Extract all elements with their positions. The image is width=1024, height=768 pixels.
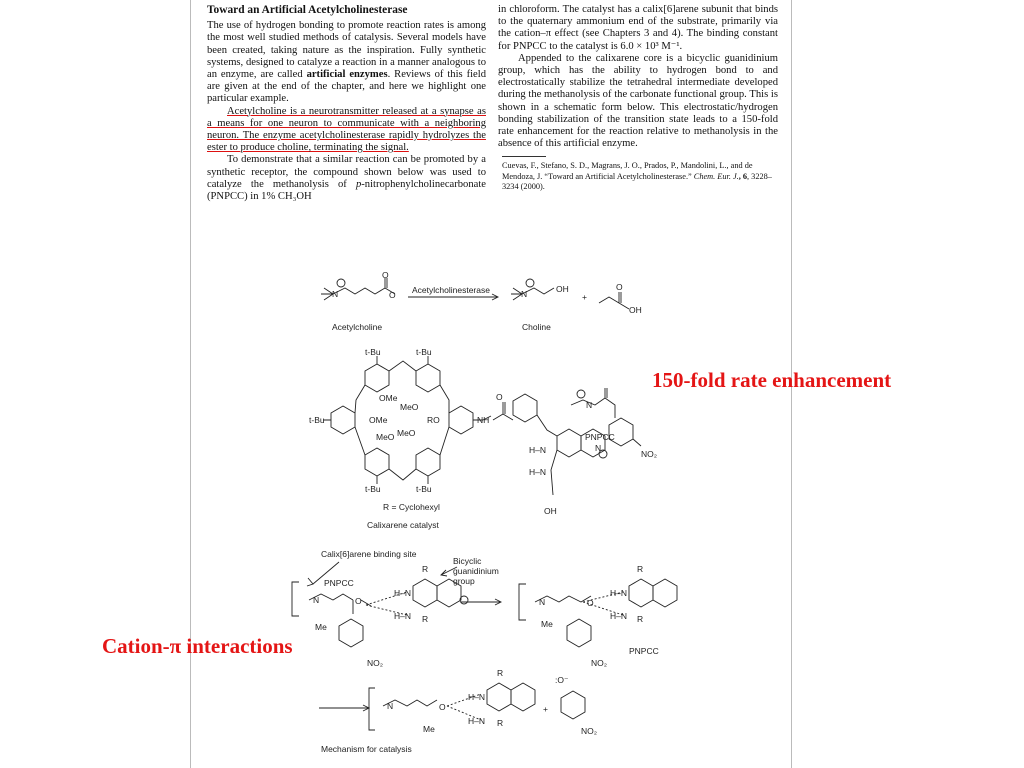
mechanism-no2-3: NO₂ bbox=[581, 726, 598, 736]
paragraph-intro-text: The use of hydrogen bonding to promote reaction rates is among the most well studied methods of catalysis. Several models have been created, taking nature as the inspiration. Fully synthetic systems, designed to catalyze a reaction in a manner analogous to an enzyme, are called bbox=[207, 20, 486, 81]
mechanism-r-1b: R bbox=[422, 614, 429, 624]
paragraph-intro-tail: . Reviews of this field are given at the end of the chapter, and here we highlight one particular example. bbox=[207, 69, 487, 105]
meo-2: MeO bbox=[376, 432, 395, 442]
acetylcholine-carbonyl-o: O bbox=[382, 270, 389, 280]
plus-sign-1: + bbox=[582, 292, 587, 302]
mechanism-hn-1a: H–N bbox=[394, 588, 412, 598]
mechanism-n-1: N bbox=[313, 595, 320, 605]
calixarene-labels bbox=[309, 347, 657, 530]
mechanism-hn-3a: H–N bbox=[468, 692, 486, 702]
acetylcholine-n: N bbox=[332, 289, 339, 299]
mechanism-n-2: N bbox=[539, 597, 546, 607]
tbu-bottom-right: t-Bu bbox=[416, 484, 432, 494]
para-prefix: p bbox=[355, 178, 362, 190]
mechanism-o-1: O bbox=[355, 596, 362, 606]
paragraph-demonstration bbox=[207, 154, 486, 203]
guanidinium-hn-1: H–N bbox=[529, 445, 547, 455]
left-column bbox=[207, 4, 486, 203]
pnpcc-label: PNPCC bbox=[585, 432, 615, 442]
mechanism-hn-2b: H–N bbox=[610, 611, 628, 621]
mechanism-r-2a: R bbox=[637, 564, 644, 574]
phenoxide-o: :O⁻ bbox=[555, 675, 569, 685]
acetic-acid-o: O bbox=[616, 282, 623, 292]
paragraph-demonstration-tail: -nitrophenylcholinecarbonate (PNPCC) in 1% CH₃OH bbox=[207, 178, 486, 203]
pnpcc-no2: NO₂ bbox=[641, 449, 658, 459]
tbu-top-right: t-Bu bbox=[416, 347, 432, 357]
guanidinium-label-3: group bbox=[453, 576, 475, 586]
choline-n: N bbox=[521, 289, 528, 299]
mechanism-me-2: Me bbox=[541, 619, 553, 629]
paragraph-guanidinium: Appended to the calixarene core is a bicyclic guanidinium group, which has the ability to hydrogen bond to and electrostatically stabilize the tetrahedral intermediate developed during the methanolysis of the carbonate functional group. This is shown in a schematic form below. This electrostatic/hydrogen bonding stabilization of the transition state leads to a 150-fold rate enhancement for the reaction relative to methanolysis in the absence of this artificial enzyme. bbox=[498, 52, 778, 150]
cation-pi-annotation: Cation-π interactions bbox=[102, 634, 293, 658]
paragraph-calixarene: in chloroform. The catalyst has a calix[6]arene subunit that binds to the quaternary ammonium end of the substrate, primarily via the cation–π effect (see Chapters 3 and 4). The binding constant for PNPCC to the catalyst is 6.0 × 10³ M⁻¹. bbox=[498, 4, 778, 52]
underlined-acetylcholine-text: Acetylcholine is a neurotransmitter released at a synapse as a means for one neuron to communicate with a neighboring neuron. The enzyme acetylcholinesterase rapidly hydrolyzes the ester to produce choline, terminating the signal. bbox=[207, 105, 486, 154]
amide-nh: NH bbox=[477, 415, 490, 425]
reference-pages: , 3228–3234 (2000). bbox=[502, 171, 772, 192]
tbu-top-left: t-Bu bbox=[365, 347, 381, 357]
catalyst-caption: Calixarene catalyst bbox=[367, 520, 439, 530]
ro-label: RO bbox=[427, 415, 440, 425]
paragraph-demonstration-text: To demonstrate that a similar reaction can be promoted by a synthetic receptor, the compound shown below was used to catalyze the methanolysis of bbox=[207, 154, 486, 190]
mechanism-me-1: Me bbox=[315, 622, 327, 632]
binding-site-label: Calix[6]arene binding site bbox=[321, 549, 417, 559]
mechanism-n-3: N bbox=[387, 701, 394, 711]
term-artificial-enzymes: artificial enzymes bbox=[306, 69, 388, 81]
plus-sign-2: + bbox=[543, 704, 548, 714]
catalyst-oh: OH bbox=[544, 506, 557, 516]
choline-oh: OH bbox=[556, 284, 569, 294]
mechanism-labels bbox=[313, 549, 659, 754]
mechanism-hn-3b: H–N bbox=[468, 716, 486, 726]
paragraph-intro bbox=[207, 20, 486, 105]
mechanism-me-3: Me bbox=[423, 724, 435, 734]
mechanism-r-3b: R bbox=[497, 718, 504, 728]
guanidinium-label-2: guanidinium bbox=[453, 566, 499, 576]
reference-authors: Cuevas, F., Stefano, S. D., Magrans, J. O., Prados, P., Mandolini, L., and de Mendoza, J. “Toward an Artificial Acetylcholinesterase.” bbox=[502, 161, 753, 181]
choline-label: Choline bbox=[522, 322, 551, 332]
ome-2: OMe bbox=[369, 415, 388, 425]
mechanism-o-2: O bbox=[587, 598, 594, 608]
guanidinium-n: N bbox=[595, 443, 602, 453]
mechanism-hn-1b: H–N bbox=[394, 611, 412, 621]
reference-citation bbox=[498, 161, 778, 192]
r-definition: R = Cyclohexyl bbox=[383, 502, 440, 512]
mechanism-no2-1: NO₂ bbox=[367, 658, 384, 668]
reaction-labels bbox=[332, 270, 642, 332]
reference-volume: , 6 bbox=[738, 171, 748, 181]
acetic-acid-oh: OH bbox=[629, 305, 642, 315]
meo-1: MeO bbox=[400, 402, 419, 412]
mechanism-pnpcc-2: PNPCC bbox=[629, 646, 659, 656]
chemistry-figure bbox=[191, 270, 791, 768]
section-heading: Toward an Artificial Acetylcholinesterase bbox=[207, 4, 408, 16]
acetylcholinesterase-label: Acetylcholinesterase bbox=[412, 285, 490, 295]
amide-o: O bbox=[496, 392, 503, 402]
mechanism-r-1a: R bbox=[422, 564, 429, 574]
mechanism-pnpcc-1: PNPCC bbox=[324, 578, 354, 588]
tbu-left: t-Bu bbox=[309, 415, 325, 425]
calixarene-structure bbox=[323, 356, 641, 495]
guanidinium-hn-2: H–N bbox=[529, 467, 547, 477]
mechanism-r-3a: R bbox=[497, 668, 504, 678]
pnpcc-n: N bbox=[586, 400, 593, 410]
tbu-bottom-left: t-Bu bbox=[365, 484, 381, 494]
acetylcholine-label: Acetylcholine bbox=[332, 322, 383, 332]
mechanism-caption: Mechanism for catalysis bbox=[321, 744, 412, 754]
mechanism-no2-2: NO₂ bbox=[591, 658, 608, 668]
rate-enhancement-annotation: 150-fold rate enhancement bbox=[652, 368, 892, 392]
paragraph-acetylcholine bbox=[207, 106, 486, 155]
reference-journal: Chem. Eur. J. bbox=[693, 171, 739, 181]
mechanism-hn-2a: H–N bbox=[610, 588, 628, 598]
acetylcholine-o: O bbox=[389, 290, 396, 300]
meo-3: MeO bbox=[397, 428, 416, 438]
mechanism-o-3: O bbox=[439, 702, 446, 712]
ome-1: OMe bbox=[379, 393, 398, 403]
reference-divider bbox=[502, 156, 546, 157]
mechanism-r-2b: R bbox=[637, 614, 644, 624]
guanidinium-label-1: Bicyclic bbox=[453, 556, 482, 566]
right-column bbox=[498, 4, 778, 193]
